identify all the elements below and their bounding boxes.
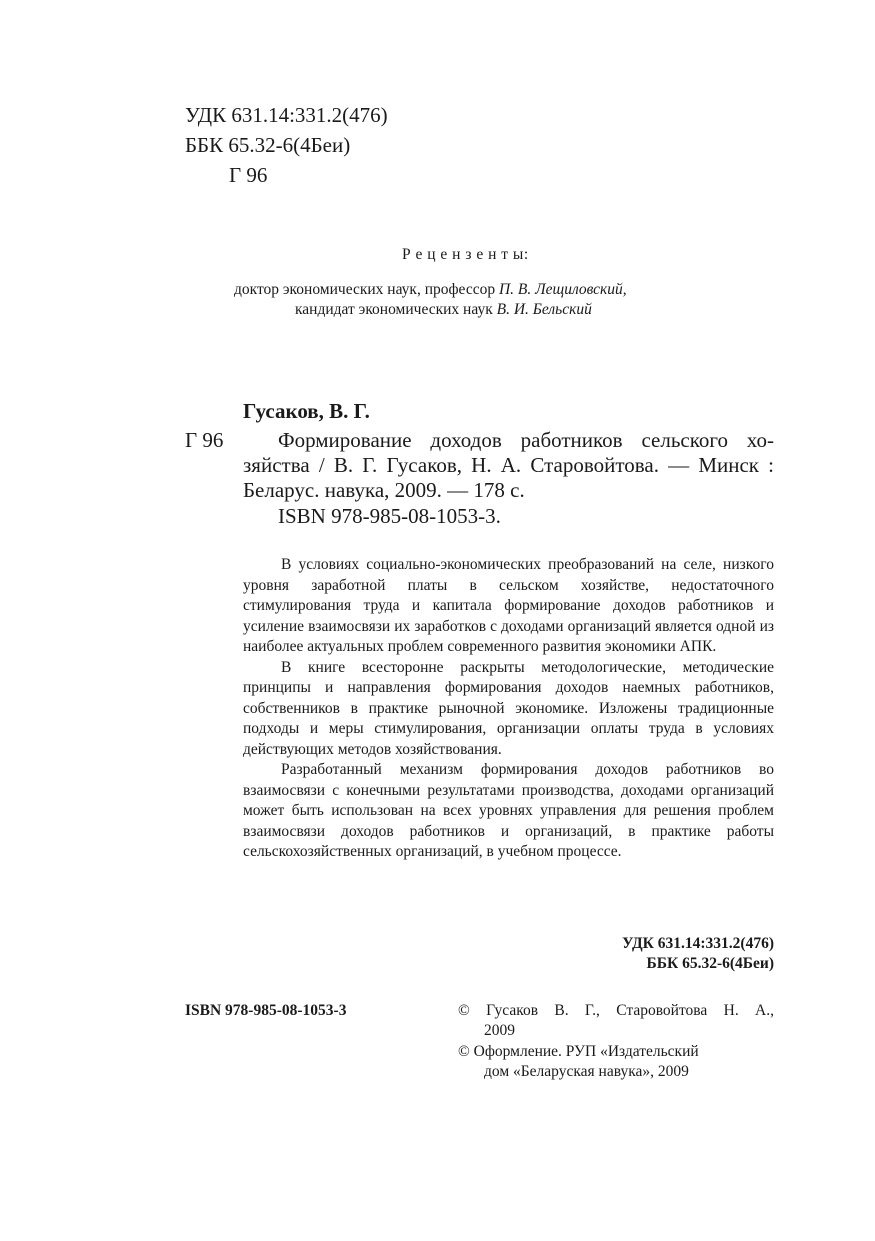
reviewer-2	[295, 301, 592, 319]
reviewer-1-name: П. В. Лещиловский,	[498, 281, 627, 298]
author-mark: Г 96	[229, 163, 268, 187]
copyright-authors-line-1: © Гусаков В. Г., Старовойтова Н. А.,	[458, 1002, 774, 1019]
annotation-paragraph-2: В книге всесторонне раскрыты методологические, методические принципы и направления формирования доходов наемных работников, собственников в практике рыночной экономике. Изложены традиционные подходы и меры стимулирования, организации оплаты труда в условиях действующих методов хозяйствования.	[243, 658, 774, 758]
bibliographic-isbn: ISBN 978-985-08-1053-3.	[278, 504, 501, 528]
reviewer-1-title: доктор экономических наук, профессор	[234, 281, 496, 298]
annotation-paragraph-3: Разработанный механизм формирования доходов работников во взаимосвязи с конечными результатами производства, доходами организаций может быть использован на всех уровнях управления для решения проблем взаимосвязи доходов работников и организаций, в практике работы сельскохозяйственных организаций, в учебном процессе.	[243, 761, 774, 860]
bibliographic-mark: Г 96	[185, 428, 224, 452]
annotation	[243, 555, 774, 863]
bottom-udk-code: УДК 631.14:331.2(476)	[622, 935, 774, 952]
reviewers-heading: Р е ц е н з е н т ы:	[402, 246, 529, 263]
udk-code: УДК 631.14:331.2(476)	[185, 103, 388, 127]
annotation-paragraph-1: В условиях социально-экономических преобразований на селе, низкого уровня заработной платы в сельском хозяйстве, недостаточного стимулирования труда и капитала формирование доходов работников и усиление взаимосвязи их заработков с доходами организаций является одной из наиболее актуальных проблем современного развития экономики АПК.	[243, 556, 774, 655]
bibliographic-title-line-3: Беларус. навука, 2009. — 178 с.	[243, 478, 525, 502]
copyright-design-line-2: дом «Беларуская навука», 2009	[484, 1063, 689, 1080]
footer-isbn: ISBN 978-985-08-1053-3	[185, 1002, 347, 1019]
reviewer-2-name: В. И. Бельский	[496, 301, 592, 318]
reviewer-1	[234, 281, 627, 299]
bibliographic-title-line-1: Формирование доходов работников сельского хо-	[278, 428, 774, 452]
copyright-design-line-1: © Оформление. РУП «Издательский	[458, 1043, 699, 1060]
bbk-code: ББК 65.32-6(4Беи)	[185, 133, 351, 157]
bibliographic-title-line-2: зяйства / В. Г. Гусаков, Н. А. Старовойтова. — Минск :	[243, 453, 774, 477]
book-author: Гусаков, В. Г.	[243, 399, 370, 423]
reviewer-2-title: кандидат экономических наук	[295, 301, 493, 318]
copyright-authors-year: 2009	[484, 1022, 515, 1039]
bottom-bbk-code: ББК 65.32-6(4Беи)	[646, 955, 774, 972]
